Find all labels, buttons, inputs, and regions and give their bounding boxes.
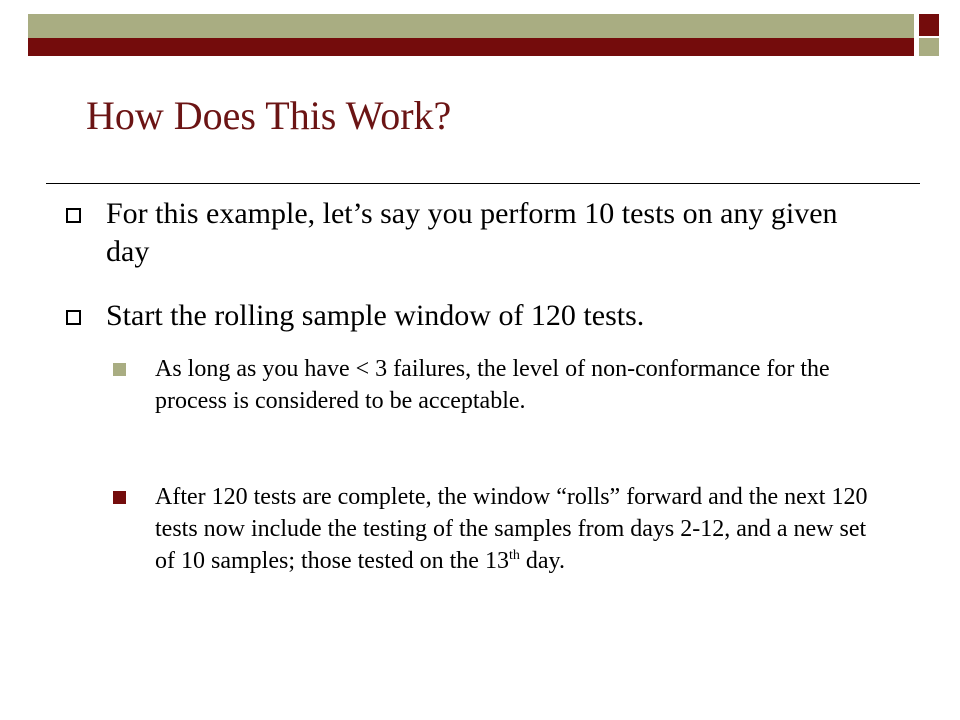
bullet-item	[106, 195, 886, 271]
hollow-square-bullet-icon	[66, 310, 81, 325]
sub-bullet-item	[155, 481, 890, 577]
ordinal-superscript: th	[508, 548, 520, 563]
bullet-text: Start the rolling sample window of 120 tests.	[106, 299, 645, 332]
bullet-text: For this example, let’s say you perform 10 tests on any given day	[106, 197, 838, 268]
sub-bullet-text-end: day.	[519, 548, 565, 574]
slide-title: How Does This Work?	[86, 93, 452, 138]
sub-bullet-item	[155, 353, 890, 417]
sub-bullet-text: As long as you have < 3 failures, the level of non-conformance for the process is considered to be acceptable.	[155, 356, 830, 414]
hollow-square-bullet-icon	[66, 208, 81, 223]
filled-square-bullet-icon	[113, 363, 126, 376]
sub-bullet-text: After 120 tests are complete, the window “rolls” forward and the next 120 tests now include the testing of the samples from days 2-12, and a new set of 10 samples; those tested on the 13	[155, 484, 868, 574]
bullet-item	[106, 297, 886, 335]
filled-square-bullet-icon	[113, 491, 126, 504]
